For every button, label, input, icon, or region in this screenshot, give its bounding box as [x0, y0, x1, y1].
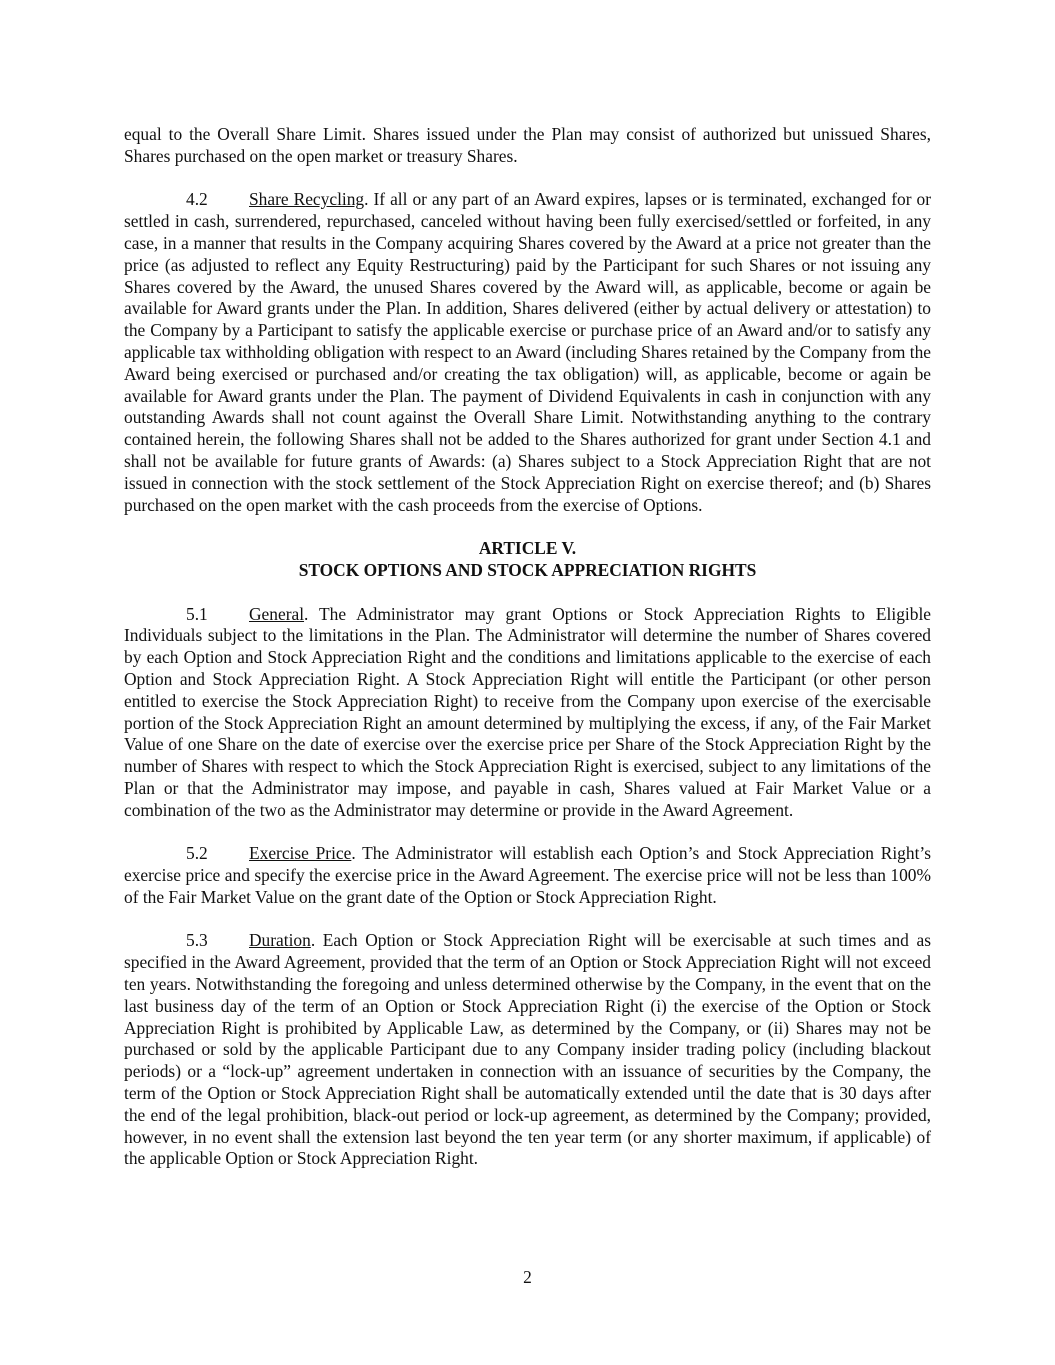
section-5-1-text: . The Administrator may grant Options or Stock Appreciation Rights to Eligible Individuals subject to the limitations in the Plan. The Administrator will determine the number of Shares covered by each Option and Stock Appreciation Right and the conditions and limitations applicable to the exercise of each Option and Stock Appreciation Right. A Stock Appreciation Right will entitle the Participant (or other person entitled to exercise the Stock Appreciation Right) to receive from the Company upon exercise of the exercisable portion of the Stock Appreciation Right an amount determined by multiplying the excess, if any, of the Fair Market Value of one Share on the date of exercise over the exercise price per Share of the Stock Appreciation Right by the number of Shares with respect to which the Stock Appreciation Right is exercised, subject to any limitations of the Plan or that the Administrator may impose, and payable in cash, Shares valued at Fair Market Value or a combination of the two as the Administrator may determine or provide in the Award Agreement. [124, 603, 931, 820]
section-5-1-heading: General [249, 603, 305, 624]
section-5-3-text: . Each Option or Stock Appreciation Right will be exercisable at such times and as specified in the Award Agreement, provided that the term of an Option or Stock Appreciation Right will not exceed ten years. Notwithstanding the foregoing and unless determined otherwise by the Company, in the event that on the last business day of the term of an Option or Stock Appreciation Right (i) the exercise of the Option or Stock Appreciation Right is prohibited by Applicable Law, as determined by the Company, or (ii) Shares may not be purchased or sold by the applicable Participant due to any Company insider trading policy (including blackout periods) or a “lock-up” agreement undertaken in connection with an issuance of securities by the Company, the term of the Option or Stock Appreciation Right shall be automatically extended until the date that is 30 days after the end of the legal prohibition, black-out period or lock-up agreement, as determined by the Company; provided, however, in no event shall the extension last beyond the ten year term (or any shorter maximum, if applicable) of the applicable Option or Stock Appreciation Right. [124, 930, 931, 1169]
section-4-2-number: 4.2 [186, 189, 208, 210]
section-5-3-number: 5.3 [186, 930, 208, 951]
section-4-2-text: . If all or any part of an Award expires, lapses or is terminated, exchanged for or settled in cash, surrendered, repurchased, canceled without having been fully exercised/settled or forfeited, in any case, in a manner that results in the Company acquiring Shares covered by the Award at a price not greater than the price (as adjusted to reflect any Equity Restructuring) paid by the Participant for such Shares or not issuing any Shares covered by the Award, the unused Shares covered by the Award will, as applicable, become or again be available for Award grants under the Plan. In addition, Shares delivered (either by actual delivery or attestation) to the Company by a Participant to satisfy the applicable exercise or purchase price of an Award and/or to satisfy any applicable tax withholding obligation with respect to an Award (including Shares retained by the Company from the Award being exercised or purchased and/or creating the tax obligation) will, as applicable, become or again be available for Award grants under the Plan. The payment of Dividend Equivalents in cash in conjunction with any outstanding Awards shall not count against the Overall Share Limit. Notwithstanding anything to the contrary contained herein, the following Shares shall not be added to the Shares authorized for grant under Section 4.1 and shall not be available for future grants of Awards: (a) Shares subject to a Stock Appreciation Right that are not issued in connection with the stock settlement of the Stock Appreciation Right on exercise thereof; and (b) Shares purchased on the open market with the cash proceeds from the exercise of Options. [124, 189, 931, 515]
section-5-3-heading: Duration [249, 930, 311, 951]
article-title: STOCK OPTIONS AND STOCK APPRECIATION RIGHTS [298, 559, 757, 580]
document-page [124, 124, 931, 1170]
section-5-2-text: . The Administrator will establish each Option’s and Stock Appreciation Right’s exercise price and specify the exercise price in the Award Agreement. The exercise price will not be less than 100% of the Fair Market Value on the grant date of the Option or Stock Appreciation Right. [124, 843, 932, 907]
section-5-2-paragraph [124, 843, 931, 908]
section-5-2-heading: Exercise Price [249, 843, 352, 864]
page-number: 2 [523, 1267, 532, 1287]
article-number: ARTICLE V. [478, 538, 577, 559]
section-5-2-number: 5.2 [186, 843, 208, 864]
article-heading [124, 538, 931, 582]
section-5-1-number: 5.1 [186, 603, 208, 624]
section-4-2-paragraph [124, 189, 931, 516]
section-5-3-paragraph [124, 930, 931, 1170]
intro-text: equal to the Overall Share Limit. Shares issued under the Plan may consist of authorized but unissued Shares, Shares purchased on the open market or treasury Shares. [124, 124, 931, 166]
intro-paragraph [124, 124, 931, 168]
section-4-2-heading: Share Recycling [249, 189, 365, 210]
section-5-1-paragraph [124, 604, 931, 822]
